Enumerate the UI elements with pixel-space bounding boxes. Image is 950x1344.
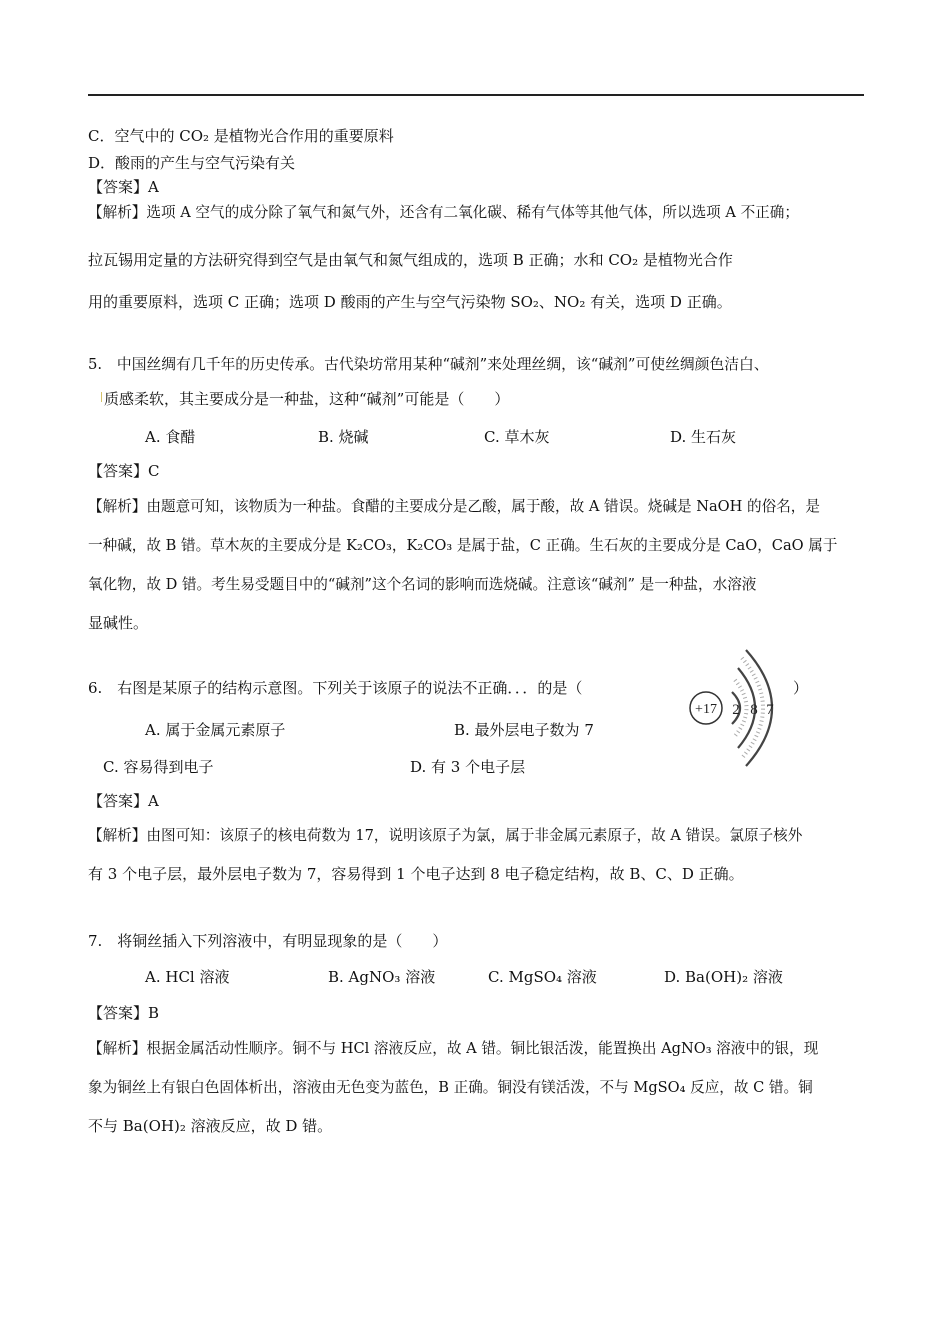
q4-answer: 【答案】A	[88, 178, 159, 196]
q6-option-a: A. 属于金属元素原子	[145, 721, 286, 739]
q6-stem-close: ）	[793, 679, 809, 697]
q5-explanation-line-4: 显碱性。	[88, 614, 149, 632]
q6-answer: 【答案】A	[88, 792, 159, 810]
q5-option-b: B. 烧碱	[318, 428, 369, 446]
q6-option-d: D. 有 3 个电子层	[410, 758, 526, 776]
q7-option-d: D. Ba(OH)₂ 溶液	[664, 968, 783, 986]
header-rule	[88, 94, 864, 96]
q6-option-b: B. 最外层电子数为 7	[454, 721, 594, 739]
q5-explanation-line-2: 一种碱，故 B 错。草木灰的主要成分是 K₂CO₃，K₂CO₃ 是属于盐，C 正确。生石灰的主要成分是 CaO，CaO 属于	[88, 537, 838, 554]
q7-option-a: A. HCl 溶液	[145, 968, 230, 986]
q4-option-d: D．酸雨的产生与空气污染有关	[88, 154, 296, 172]
q7-option-c: C. MgSO₄ 溶液	[488, 968, 597, 986]
nucleus-charge: +17	[695, 702, 717, 717]
q5-explanation-line-3: 氧化物，故 D 错。考生易受题目中的“碱剂”这个名词的影响而选烧碱。注意该“碱剂” 是一种盐，水溶液	[88, 576, 757, 593]
shell-count-3: 7	[766, 702, 774, 718]
shell-count-1: 2	[732, 702, 740, 718]
q5-explanation-line-1: 【解析】由题意可知，该物质为一种盐。食醋的主要成分是乙酸，属于酸，故 A 错误。烧碱是 NaOH 的俗名，是	[88, 498, 820, 515]
atom-structure-diagram	[676, 646, 796, 770]
q5-answer: 【答案】C	[88, 462, 160, 480]
q7-explanation-line-3: 不与 Ba(OH)₂ 溶液反应，故 D 错。	[88, 1117, 333, 1135]
q6-explanation-line-1: 【解析】由图可知：该原子的核电荷数为 17，说明该原子为氯，属于非金属元素原子，故 A 错误。氯原子核外	[88, 827, 803, 844]
q4-explanation-line-1: 【解析】选项 A 空气的成分除了氧气和氮气外，还含有二氧化碳、稀有气体等其他气体，所以选项 A 不正确；	[88, 204, 799, 221]
q7-explanation-line-1: 【解析】根据金属活动性顺序。铜不与 HCl 溶液反应，故 A 错。铜比银活泼，能置换出 AgNO₃ 溶液中的银，现	[88, 1040, 819, 1057]
q7-option-b: B. AgNO₃ 溶液	[328, 968, 436, 986]
q6-option-c: C. 容易得到电子	[103, 758, 214, 776]
q7-answer: 【答案】B	[88, 1004, 160, 1022]
q6-explanation-line-2: 有 3 个电子层，最外层电子数为 7，容易得到 1 个电子达到 8 电子稳定结构，故 B、C、D 正确。	[88, 865, 744, 883]
q5-stem-line-1: 5. 中国丝绸有几千年的历史传承。古代染坊常用某种“碱剂”来处理丝绸，该“碱剂”可使丝绸颜色洁白、	[88, 356, 769, 373]
shell-count-2: 8	[750, 702, 758, 718]
q5-option-a: A. 食醋	[145, 428, 196, 446]
q5-option-d: D. 生石灰	[670, 428, 737, 446]
q4-explanation-line-3: 用的重要原料，选项 C 正确；选项 D 酸雨的产生与空气污染物 SO₂、NO₂ 有关，选项 D 正确。	[88, 293, 732, 311]
q5-option-c: C. 草木灰	[484, 428, 550, 446]
q6-stem: 6. 右图是某原子的结构示意图。下列关于该原子的说法不正确．．．的是（	[88, 679, 583, 697]
q5-stem-line-2: 质感柔软，其主要成分是一种盐，这种“碱剂”可能是（ ）	[104, 390, 510, 408]
q4-option-c: C．空气中的 CO₂ 是植物光合作用的重要原料	[88, 127, 394, 145]
q7-explanation-line-2: 象为铜丝上有银白色固体析出，溶液由无色变为蓝色，B 正确。铜没有镁活泼，不与 MgSO₄ 反应，故 C 错。铜	[88, 1079, 813, 1096]
q4-explanation-line-2: 拉瓦锡用定量的方法研究得到空气是由氧气和氮气组成的，选项 B 正确；水和 CO₂ 是植物光合作	[88, 251, 733, 269]
q7-stem: 7. 将铜丝插入下列溶液中，有明显现象的是（ ）	[88, 932, 448, 950]
